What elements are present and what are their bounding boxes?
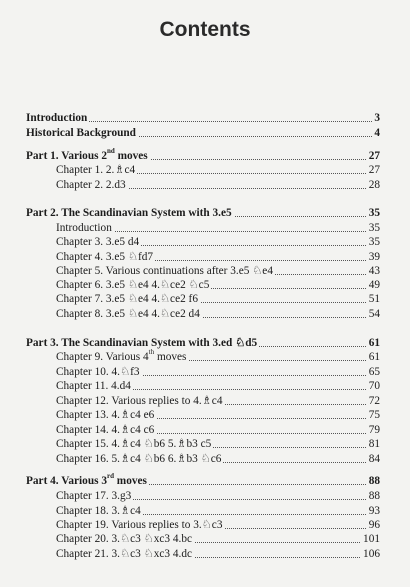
toc-section-entry <box>0 126 410 140</box>
toc-page-number: 35 <box>368 207 380 219</box>
toc-page-number: 4 <box>374 127 380 139</box>
toc-entry-title: Part 1. Various 2nd moves <box>26 147 148 162</box>
toc-entry-title: Chapter 12. Various replies to 4.♗c4 <box>56 395 223 407</box>
toc-entry-title: Chapter 19. Various replies to 3.♘c3 <box>56 519 223 531</box>
toc-entry-title: Chapter 20. 3.♘c3 ♘xc3 4.bc <box>56 533 193 545</box>
toc-chapter-entry <box>0 379 410 393</box>
toc-chapter-entry <box>0 307 410 321</box>
toc-page-number: 81 <box>368 438 380 450</box>
toc-page-number: 72 <box>368 395 380 407</box>
toc-page-number: 27 <box>368 164 380 176</box>
toc-chapter-entry <box>0 350 410 364</box>
toc-page-number: 88 <box>368 490 380 502</box>
toc-entry-title: Chapter 4. 3.e5 ♘fd7 <box>56 251 154 263</box>
toc-chapter-entry <box>0 365 410 379</box>
toc-entry-title: Chapter 11. 4.d4 <box>56 380 131 392</box>
toc-entry-title: Chapter 18. 3.♗c4 <box>56 505 141 517</box>
toc-entry-title: Introduction <box>26 112 88 124</box>
toc-entry-title: Chapter 17. 3.g3 <box>56 490 132 502</box>
toc-chapter-entry <box>0 264 410 278</box>
toc-entry-title: Chapter 14. 4.♗c4 c6 <box>56 424 155 436</box>
toc-chapter-entry <box>0 235 410 249</box>
toc-entry-title: Part 2. The Scandinavian System with 3.e5 <box>26 207 232 219</box>
toc-page-number: 35 <box>368 236 380 248</box>
toc-chapter-entry <box>0 452 410 466</box>
toc-entry-title: Part 4. Various 3rd moves <box>26 472 147 487</box>
toc-entry-title: Introduction <box>56 222 112 234</box>
toc-chapter-entry <box>0 489 410 503</box>
toc-entry-title: Chapter 7. 3.e5 ♘e4 4.♘ce2 f6 <box>56 293 198 305</box>
toc-chapter-entry <box>0 408 410 422</box>
toc-entry-title: Chapter 8. 3.e5 ♘e4 4.♘ce2 d4 <box>56 308 200 320</box>
toc-page-number: 54 <box>368 308 380 320</box>
toc-section-entry <box>0 206 410 220</box>
toc-chapter-entry <box>0 518 410 532</box>
toc-page-number: 75 <box>368 409 380 421</box>
toc-entry-title: Chapter 1. 2.♗c4 <box>56 164 136 176</box>
toc-section-entry <box>0 474 410 488</box>
toc-page-number: 51 <box>368 293 380 305</box>
toc-section-entry <box>0 336 410 350</box>
toc-page-number: 43 <box>368 265 380 277</box>
toc-entry-title: Chapter 15. 4.♗c4 ♘b6 5.♗b3 c5 <box>56 438 212 450</box>
toc-entry-title: Chapter 21. 3.♘c3 ♘xc3 4.dc <box>56 548 193 560</box>
toc-page-number: 93 <box>368 505 380 517</box>
toc-page-number: 3 <box>374 112 380 124</box>
toc-chapter-entry <box>0 547 410 561</box>
toc-entry-title: Chapter 16. 5.♗c4 ♘b6 6.♗b3 ♘c6 <box>56 453 222 465</box>
toc-page-number: 106 <box>363 548 380 560</box>
toc-entry-title: Chapter 13. 4.♗c4 e6 <box>56 409 155 421</box>
toc-page-number: 61 <box>368 337 380 349</box>
toc-page-number: 39 <box>368 251 380 263</box>
toc-section-entry <box>0 111 410 125</box>
toc-page-number: 27 <box>368 150 380 162</box>
toc-chapter-entry <box>0 504 410 518</box>
toc-page-number: 96 <box>368 519 380 531</box>
toc-chapter-entry <box>0 278 410 292</box>
toc-chapter-entry <box>0 178 410 192</box>
toc-page-number: 88 <box>368 475 380 487</box>
toc-page-number: 49 <box>368 279 380 291</box>
toc-entry-title: Chapter 5. Various continuations after 3.e5 ♘e4 <box>56 265 273 277</box>
toc-page-number: 35 <box>368 222 380 234</box>
toc-page-number: 28 <box>368 179 380 191</box>
toc-chapter-entry <box>0 532 410 546</box>
toc-page-number: 61 <box>368 351 380 363</box>
toc-entry-title: Chapter 9. Various 4th moves <box>56 348 187 363</box>
toc-chapter-entry <box>0 250 410 264</box>
toc-page-number: 70 <box>368 380 380 392</box>
toc-page-number: 101 <box>363 533 380 545</box>
toc-entry-title: Historical Background <box>26 127 136 139</box>
toc-chapter-entry <box>0 423 410 437</box>
toc-entry-title: Chapter 2. 2.d3 <box>56 179 126 191</box>
page-title: Contents <box>159 18 251 41</box>
toc-chapter-entry <box>0 221 410 235</box>
toc-chapter-entry <box>0 292 410 306</box>
toc-page-number: 84 <box>368 453 380 465</box>
toc-page-number: 79 <box>368 424 380 436</box>
toc-section-entry <box>0 149 410 163</box>
toc-entry-title: Part 3. The Scandinavian System with 3.ed ♘d5 <box>26 337 258 349</box>
toc-entry-title: Chapter 3. 3.e5 d4 <box>56 236 140 248</box>
toc-entry-title: Chapter 10. 4.♘f3 <box>56 366 140 378</box>
toc-chapter-entry <box>0 163 410 177</box>
toc-entry-title: Chapter 6. 3.e5 ♘e4 4.♘ce2 ♘c5 <box>56 279 210 291</box>
toc-page-number: 65 <box>368 366 380 378</box>
toc-chapter-entry <box>0 437 410 451</box>
toc-chapter-entry <box>0 394 410 408</box>
